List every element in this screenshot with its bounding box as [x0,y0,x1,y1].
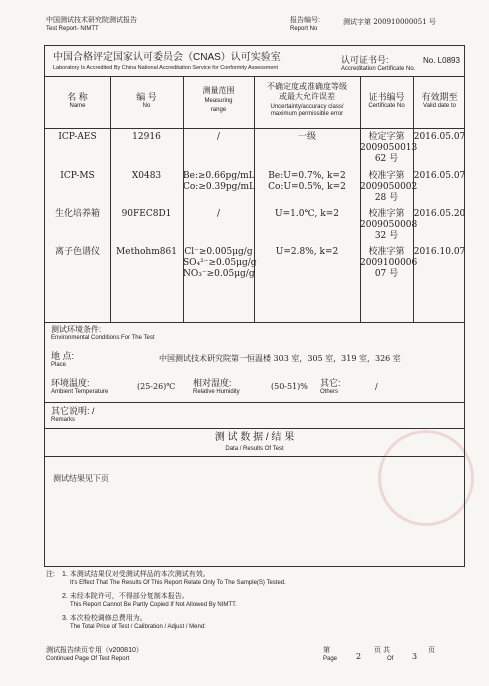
page-label-cn: 第 [323,647,330,654]
lab-title-cn: 中国合格评定国家认可委员会（CNAS）认可实验室 [53,52,281,63]
col-header-valid: 有效期至 Valid date to [421,92,458,109]
page-end-cn: 页 [428,647,435,654]
col-header-uncertainty: 不确定度或准确度等级 或最大允许误差 Uncertainty/accuracy class/ maximum permissible error [267,82,347,117]
note-1-cn: 1. 本测试结果仅对受测试样品的本次测试有效。 [62,571,210,578]
hum-label-en: Relative Humidity [193,389,240,395]
temp-value: (25-26)℃ [137,382,176,391]
lab-title-en: Laboratory Is Accredited By China National Accreditation Service for Conformity Assessment [53,65,278,71]
results-title-en: Data / Results Of Test [225,446,284,452]
cert-label-cn: 认可证书号: [341,55,389,65]
page-number: 2 [356,652,362,661]
remarks-label-en: Remarks [51,417,76,423]
cert-no: No. L0893 [423,56,460,65]
footer-left-cn: 测试报告续页专用（v200810） [46,647,143,654]
note-3-en: The Total Price of Test / Calibration / Adjust / Mend: [70,624,206,630]
report-no-label-en: Report No [290,26,318,32]
other-label-en: Others [320,389,339,395]
place-label-cn: 地 点: [51,351,75,361]
report-no-value: 测试字第 200910000051 号 [343,18,436,26]
header-title-en: Test Report- NIMTT [46,26,99,32]
results-body: 测试结果见下页 [53,474,109,483]
hum-label-cn: 相对湿度: [193,378,232,388]
hum-value: (50-51)% [271,382,308,391]
place-value: 中国测试技术研究院第一恒温楼 303 室，305 室，319 室，326 室 [159,354,401,363]
other-value: / [375,382,378,391]
col-header-range: 测量范围 Measuring range [202,86,235,113]
total-label-cn: 页 共 [374,647,390,654]
notes-label: 注: [46,571,55,578]
col-header-name: 名 称 Name [67,92,88,109]
env-title-cn: 测试环境条件: [51,325,102,334]
col-header-no: 编 号 No [136,92,157,109]
note-1-en: It's Effect That The Results Of This Report Relate Only To The Sample(S) Tested. [70,580,286,586]
remarks-label-cn: 其它说明: / [51,406,95,416]
report-frame: 中国合格评定国家认可委员会（CNAS）认可实验室 Laboratory Is Accredited By China National Accreditation Service for Conformity Assessment 认可证书号: Accreditation Certificate No. No. L0893 名 称 Name 编 号 No 测量范围 Measuring range 不确定度或准确度等级 或最大允许误差 Uncertainty/accuracy class/ maximum permissible error 证书编号 Certificate No 有效期至 Valid date to ICP-AES 12916 / 一级 检定字第 2009050013 62 号 2016.05.07 ICP-MS X0483 Be:≥0.66pg/mL Co:≥0.39pg/mL Be:U=0.7%, k=2 Co:U=0.5%, k=2 校准字第 2009050002 28 号 2016.05.07 生化培养箱 90FEC8D1 / U=1.0℃, k=2 校准字第 2009050008 32 号 2016.05.20 离子色谱仪 Methohm861 Cl⁻≥0.005μg/g SO₄²⁻≥0.05μg/g NO₃⁻≥0.05μg/g U=2.8%, k=2 校准字第 2009100006 07 号 2016.10.07 测试环境条件: Environmental Conditions For The Test 地 点: Place 中国测试技术研究院第一恒温楼 303 室，305 室，319 室，326 室 环境温度: Ambient Temperature (25-26)℃ 相对湿度: Relative Humidity (50-51)% 其它: Others / 其它说明: / Remarks 测 试 数 据 / 结 果 Data / Results Of Test 测试结果见下页 [44,45,465,567]
place-label-en: Place [51,362,67,368]
cert-label-en: Accreditation Certificate No. [341,66,416,72]
note-2-en: This Report Cannot Be Partly Copied If Not Allowed By NIMTT. [70,602,237,608]
note-2-cn: 2. 未经本院许可，不得部分复制本报告。 [62,593,189,600]
col-header-certificate: 证书编号 Certificate No [368,92,405,109]
page-label-en: Page [323,656,338,662]
results-title-cn: 测 试 数 据 / 结 果 [214,432,295,443]
other-label-cn: 其它: [320,378,341,388]
note-3-cn: 3. 本次检校调修总费用为。 [62,615,147,622]
total-pages: 3 [412,652,418,661]
footer-left-en: Continued Page Of Test Report [46,656,130,662]
total-label-en: Of [387,656,394,662]
report-no-label-cn: 报告编号: [290,17,320,24]
env-title-en: Environmental Conditions For The Test [51,335,155,341]
temp-label-cn: 环境温度: [51,378,90,388]
temp-label-en: Ambient Temperature [51,389,109,395]
header-title-cn: 中国测试技术研究院测试报告 [46,17,137,24]
